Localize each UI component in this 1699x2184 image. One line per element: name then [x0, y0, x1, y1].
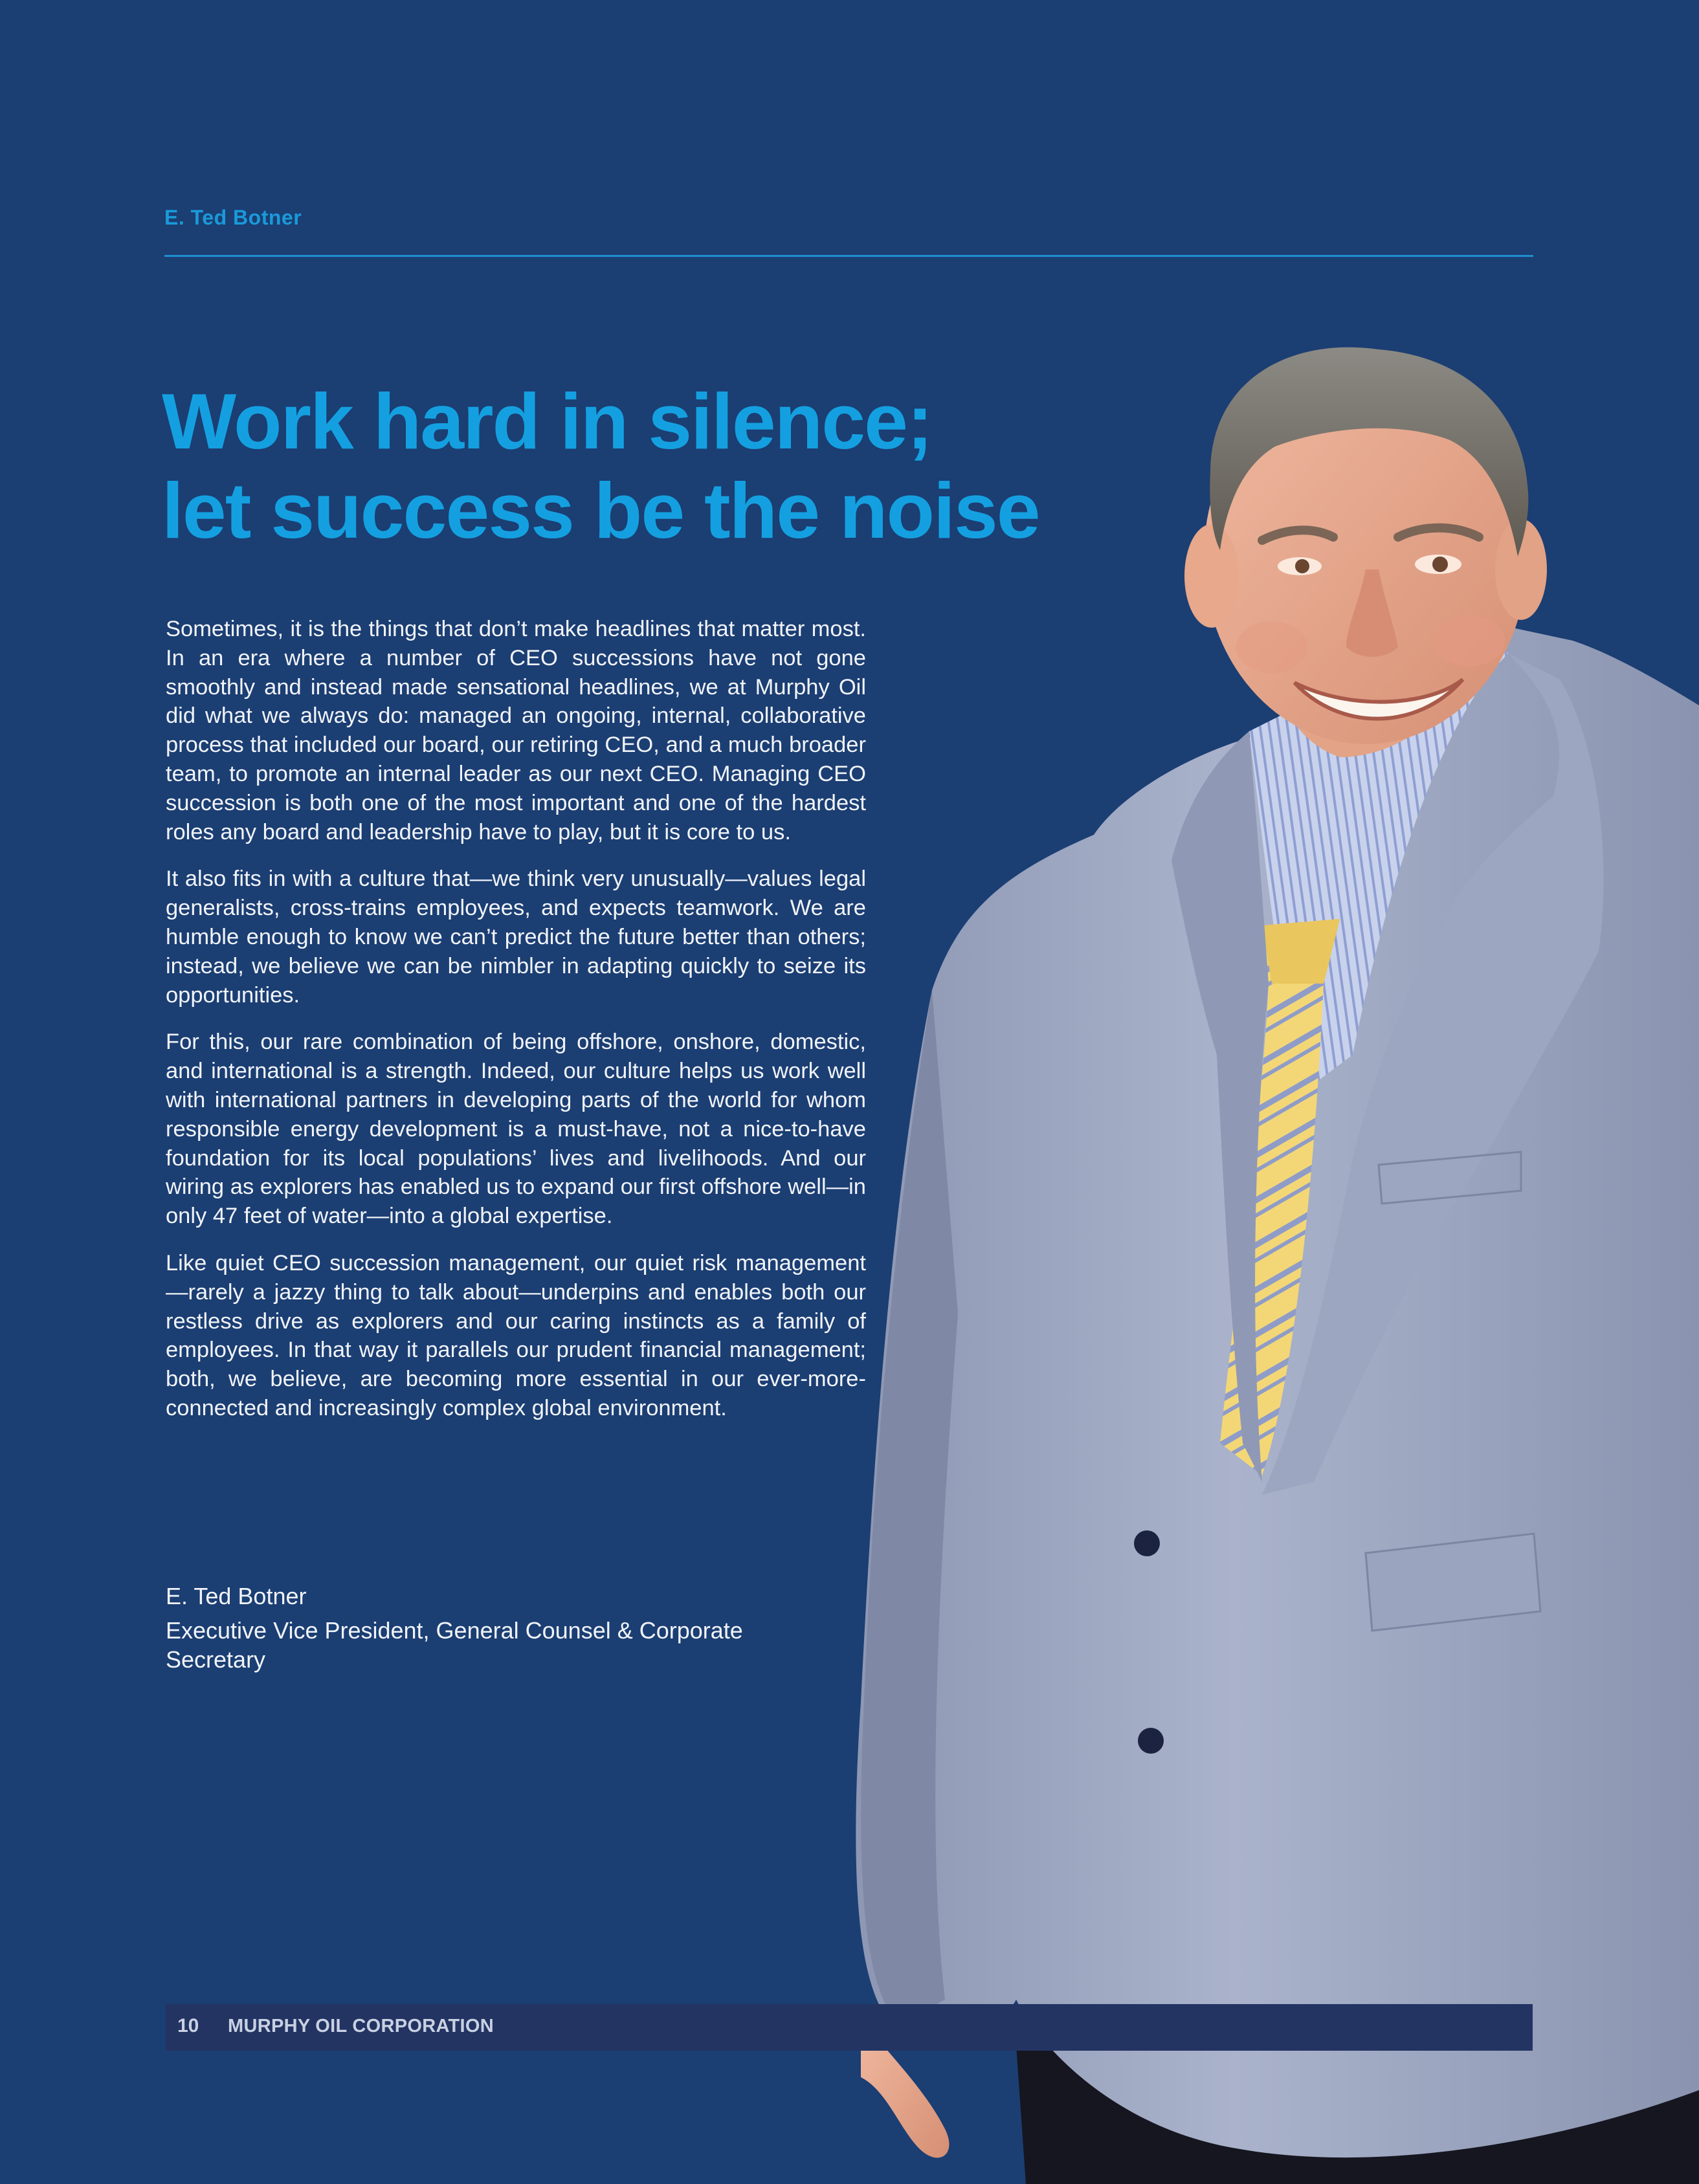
- page-number: 10: [177, 2015, 199, 2036]
- header-name: E. Ted Botner: [164, 206, 302, 229]
- headline-line-2: let success be the noise: [162, 467, 1039, 555]
- footer-company-name: MURPHY OIL CORPORATION: [228, 2016, 494, 2036]
- body-paragraph: It also fits in with a culture that—we think very unusually—values legal generalists, cross-trains employees, and expects teamwork. We are humble enough to know we can’t predict the future better than others; instead, we believe we can be nimbler in adapting quickly to seize its opportunities.: [166, 866, 866, 1008]
- footer-bar: [166, 2004, 1533, 2051]
- header-divider: [164, 255, 1533, 257]
- body-copy: [166, 615, 866, 1441]
- body-paragraph: Sometimes, it is the things that don’t make headlines that matter most. In an era where a number of CEO successions have not gone smoothly and instead made sensational headlines, we at Murphy Oil did what we always do: managed an ongoing, internal, collaborative process that included our board, our retiring CEO, and a much broader team, to promote an internal leader as our next CEO. Managing CEO succession is both one of the most important and one of the hardest roles any board and leadership have to play, but it is core to us.: [166, 617, 866, 844]
- executive-portrait: [848, 343, 1699, 2184]
- body-paragraph: For this, our rare combination of being offshore, onshore, domestic, and international is a strength. Indeed, our culture helps us work well with international partners in developing parts of the world for whom responsible energy development is a must-have, not a nice-to-have foundation for its local populations’ lives and livelihoods. And our wiring as explorers has enabled us to expand our first offshore well—in only 47 feet of water—into a global expertise.: [166, 1030, 866, 1229]
- headline-line-1: Work hard in silence;: [162, 377, 932, 465]
- body-paragraph: Like quiet CEO succession management, our quiet risk management—rarely a jazzy thing to talk about—underpins and enables both our restless drive as explorers and our caring instincts as a family of employees. In that way it parallels our prudent financial management; both, we believe, are becoming more essential in our ever-more-connected and increasingly complex global environment.: [166, 1250, 866, 1420]
- signature-name: E. Ted Botner: [166, 1583, 307, 1609]
- signature-title: Executive Vice President, General Counsel & Corporate Secretary: [166, 1617, 743, 1673]
- signature-block: [166, 1582, 878, 1674]
